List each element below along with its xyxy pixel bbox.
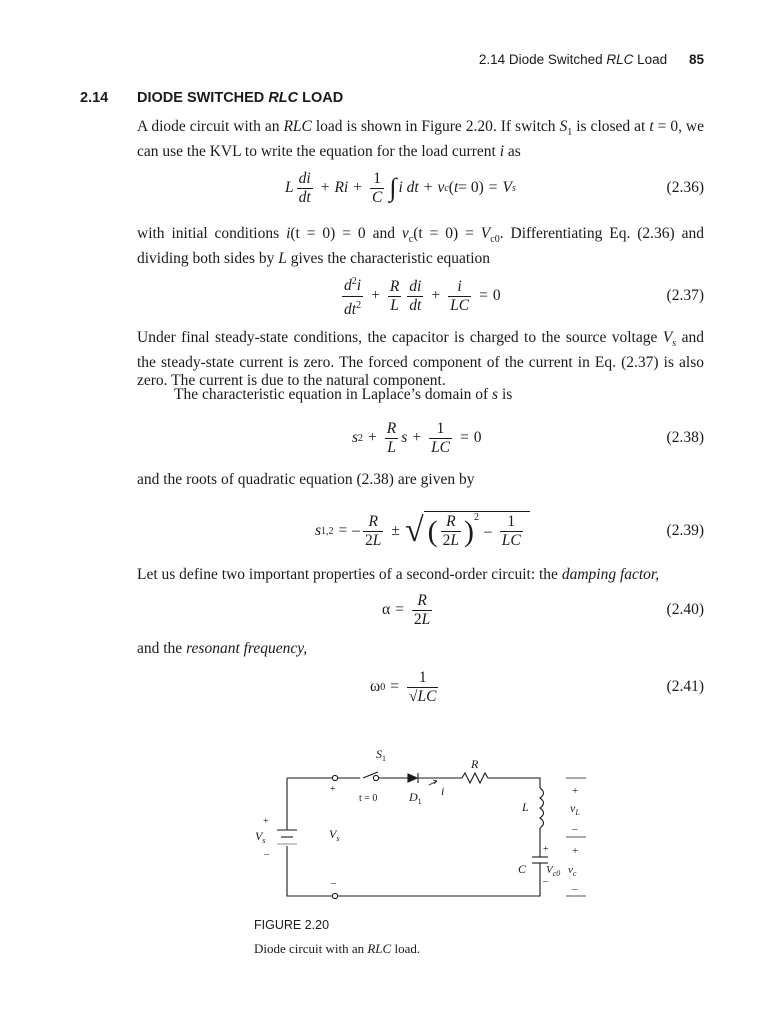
label-vc0: $V_{c0}$ (546, 864, 561, 878)
label-vs-input: $V_s$ (329, 827, 340, 843)
label-vl-plus: + (572, 785, 579, 797)
paragraph-resonant: and the resonant frequency, (137, 640, 308, 657)
equation-number: (2.41) (666, 678, 704, 695)
section-title: DIODE SWITCHED RLC LOAD (137, 90, 344, 106)
paragraph-laplace: The characteristic equation in Laplace’s domain of s is (174, 386, 513, 403)
equation-2-36: L $\frac{di}{dt}$ + Ri + $\frac{1}{C}$ ∫ i dt + v c ( t = 0) = V s (2.36) (285, 169, 704, 206)
label-vs-minus: – (264, 849, 269, 860)
label-vs-plus: + (263, 816, 269, 827)
equation-number: (2.40) (666, 601, 704, 618)
label-d1: $D_1$ (409, 790, 422, 806)
equation-number: (2.38) (666, 429, 704, 446)
label-c-plus: + (543, 844, 549, 855)
label-vs-source: $V_s$ (255, 829, 266, 845)
label-vc-minus: – (572, 883, 578, 895)
running-header (479, 52, 704, 67)
page-number: 85 (688, 52, 704, 67)
label-switch-minus: – (331, 878, 336, 889)
paragraph-intro: A diode circuit with an RLC load is shown in Figure 2.20. If switch $S_1$ is closed at t = 0, we can use the KVL to write the equation for the load current i as (137, 118, 704, 160)
label-c: C (518, 862, 527, 876)
figure-caption-text: Diode circuit with an RLC load. (254, 941, 421, 956)
circuit-diagram (250, 740, 590, 910)
label-c-minus: – (543, 876, 548, 887)
label-vl-minus: – (572, 823, 578, 835)
figure-caption-label: FIGURE 2.20 (254, 918, 330, 932)
label-r: R (471, 757, 479, 771)
equation-2-39: s 1,2 = – $\frac{R}{2L}$ ± √ ( $\frac{R}{2L}$ ) $^2$ – $\frac{1}{LC}$ (2.39) (315, 512, 704, 549)
label-l: L (522, 800, 529, 814)
section-heading (80, 90, 343, 106)
label-vc-plus: + (572, 845, 579, 857)
section-number: 2.14 (80, 90, 109, 106)
running-title: 2.14 Diode Switched RLC Load (478, 52, 668, 67)
label-t0: t = 0 (359, 793, 378, 804)
label-vl: $v_L$ (570, 801, 580, 817)
label-vc: $v_c$ (568, 864, 577, 878)
paragraph-initial-conditions: with initial conditions i(t = 0) = 0 and $v_c(t = 0) = V_{c0}$. Differentiating Eq. (2.36) and dividing both sides by L gives the characteristic equation (137, 225, 704, 267)
label-s1: $S_1$ (376, 747, 386, 763)
paragraph-steady-state: Under final steady-state conditions, the capacitor is charged to the source voltage $V_s$ and the steady-state current is zero. The forced component of the current in Eq. (2.37) is also zero. The current is due to the natural component. (137, 329, 704, 390)
equation-2-38: s 2 + $\frac{R}{L}$ s + $\frac{1}{LC}$ = 0 (2.38) (352, 419, 704, 456)
paragraph-roots: and the roots of quadratic equation (2.38) are given by (137, 471, 475, 488)
equation-number: (2.39) (666, 522, 704, 539)
equation-2-41: ω 0 = $\frac{1}{√LC}$ (2.41) (370, 668, 704, 705)
equation-2-40: α = $\frac{R}{2L}$ (2.40) (382, 591, 704, 628)
label-current-i: i (441, 784, 445, 798)
equation-2-37: $\frac{d^2i}{dt^2}$ + $\frac{R}{L}$ $\frac{di}{dt}$ + $\frac{i}{LC}$ = 0 (2.37) (344, 276, 704, 318)
paragraph-damping: Let us define two important properties of a second-order circuit: the damping factor, (137, 566, 660, 583)
equation-number: (2.37) (666, 287, 704, 304)
label-switch-plus: + (330, 784, 336, 795)
equation-number: (2.36) (666, 179, 704, 196)
